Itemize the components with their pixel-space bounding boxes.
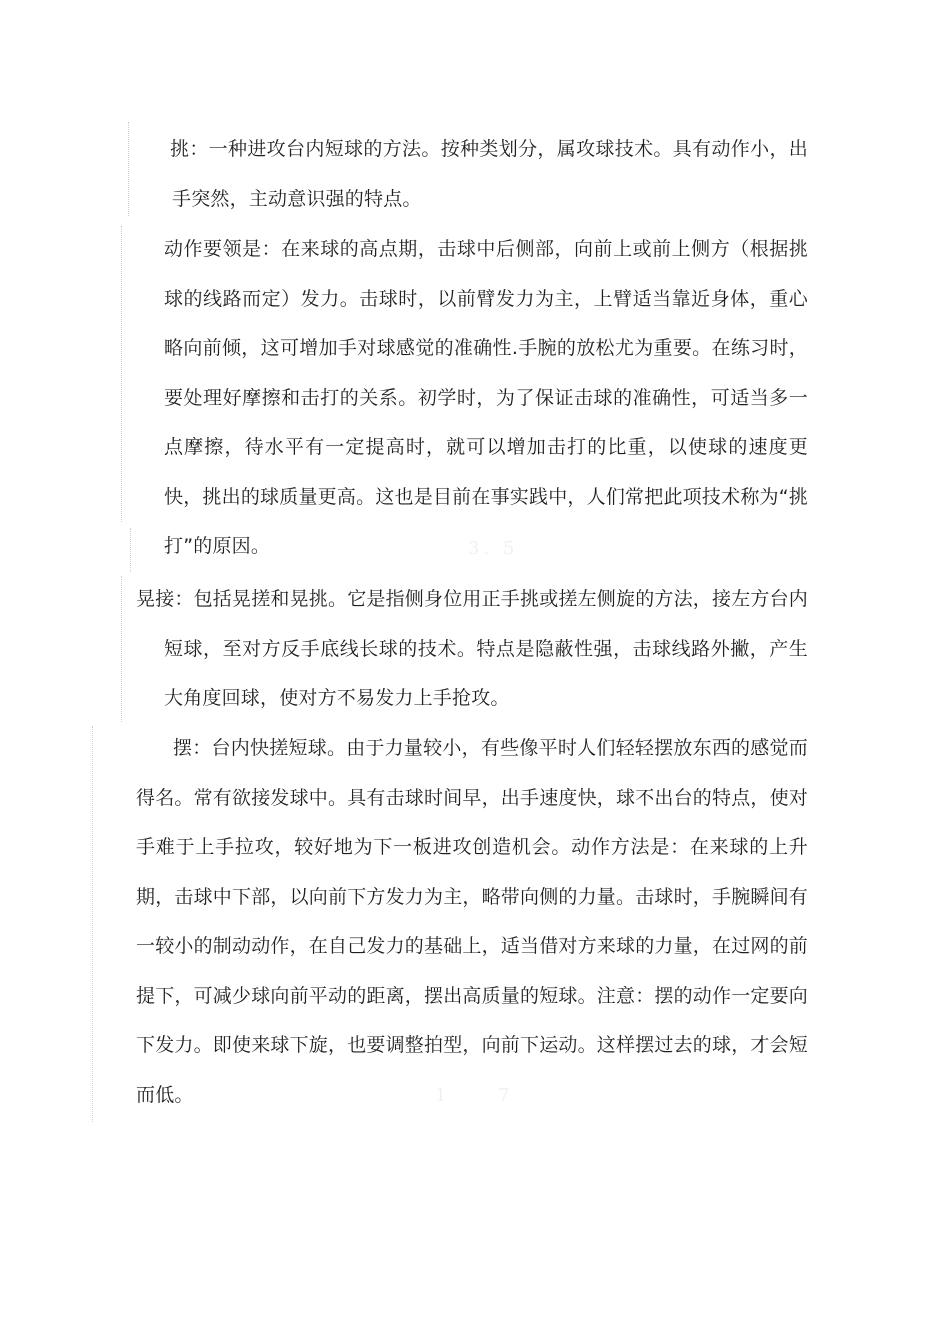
faint-mark: 7 [498, 1085, 514, 1106]
margin-rule [128, 122, 129, 216]
paragraph-tiao-essentials: 动作要领是：在来球的高点期，击球中后侧部，向前上或前上侧方（根据挑球的线路而定）发力。击球时，以前臂发力为主，上臂适当靠近身体，重心略向前倾，这可增加手对球感觉的准确性.手腕的放松尤为重要。在练习时，要处理好摩擦和击打的关系。初学时，为了保证击球的准确性，可适当多一点摩擦，待水平有一定提高时，就可以增加击打的比重，以使球的速度更快，挑出的球质量更高。这也是目前在事实践中，人们常把此项技术称为“挑打”的原因。 [164, 238, 808, 557]
margin-rule [121, 576, 122, 722]
margin-rule [92, 726, 93, 1122]
paragraph-bai: 摆：台内快搓短球。由于力量较小，有些像平时人们轻轻摆放东西的感觉而得名。常有欲接发球中。具有击球时间早，出手速度快，球不出台的特点，使对手难于上手拉攻，较好地为下一板进攻创造机会。动作方法是：在来球的上升期，击球中下部，以向前下方发力为主，略带向侧的力量。击球时，手腕瞬间有一较小的制动动作，在自己发力的基础上，适当借对方来球的力量，在过网的前提下，可减少球向前平动的距离，摆出高质量的短球。注意：摆的动作一定要向下发力。即使来球下旋，也要调整拍型，向前下运动。这样摆过去的球，才会短而低。 [136, 737, 809, 1106]
margin-rule [130, 528, 131, 572]
margin-rule [121, 226, 122, 522]
faint-mark: 3. 5 [468, 538, 519, 559]
paragraph-tiao: 挑：一种进攻台内短球的方法。按种类划分，属攻球技术。具有动作小，出手突然，主动意识强的特点。 [170, 138, 808, 210]
faint-mark: 1 [435, 1085, 451, 1106]
paragraph-huangjie: 晃接：包括晃搓和晃挑。它是指侧身位用正手挑或搓左侧旋的方法，接左方台内短球，至对方反手底线长球的技术。特点是隐蔽性强，击球线路外撇，产生大角度回球，使对方不易发力上手抢攻。 [136, 588, 809, 709]
